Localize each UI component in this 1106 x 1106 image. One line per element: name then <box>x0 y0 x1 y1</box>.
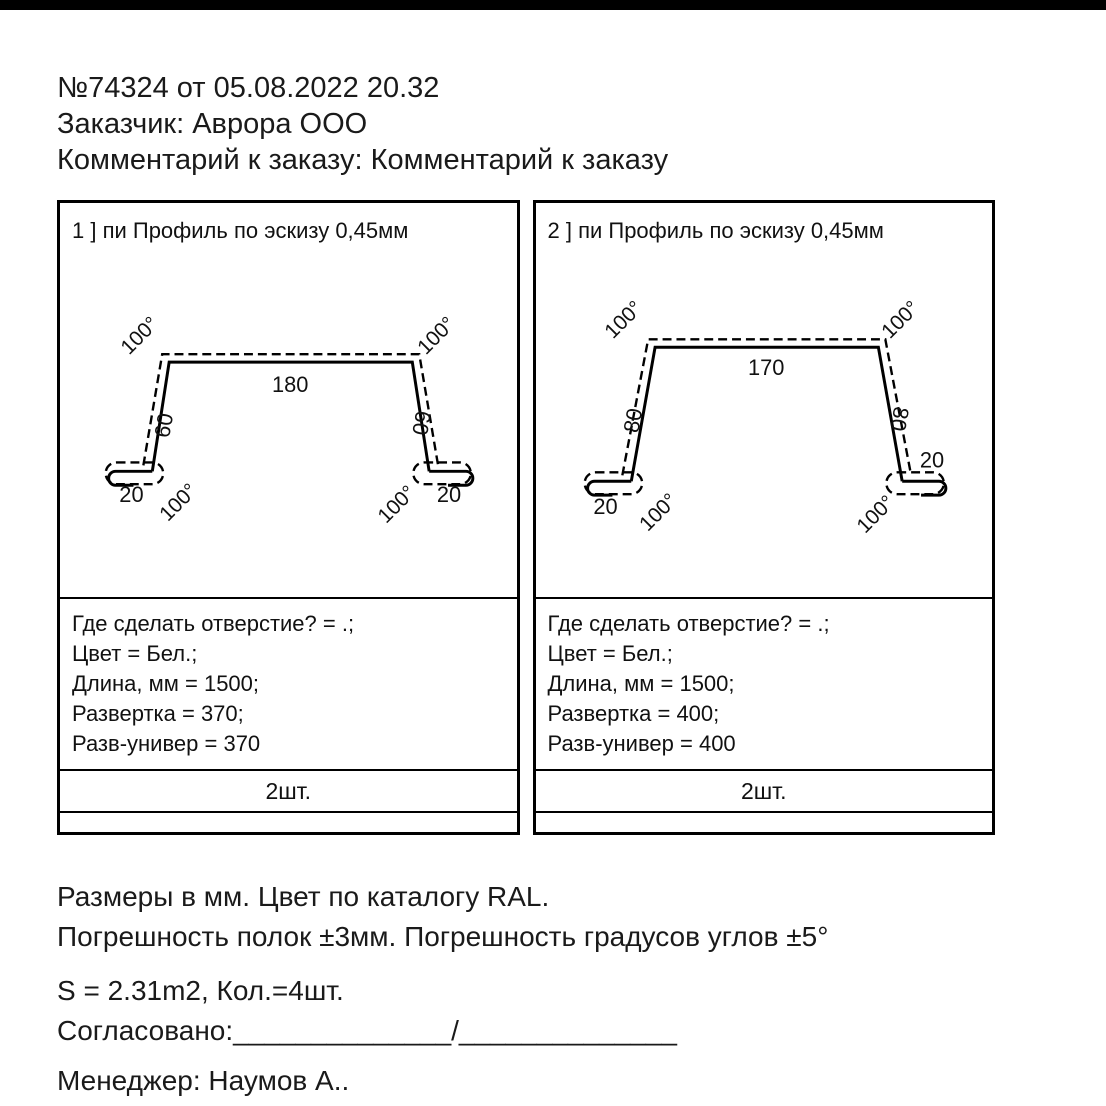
order-footer <box>57 877 1049 1101</box>
angle-bottom-left-label: 100° <box>155 479 202 526</box>
profile-1-specs <box>60 597 517 769</box>
spec-development-universal: Разв-универ = 370 <box>72 731 261 756</box>
angle-bottom-left-label: 100° <box>634 489 682 536</box>
angle-top-right-label: 100° <box>413 312 460 360</box>
spec-development: Развертка = 400; <box>547 701 720 726</box>
profile-card-1 <box>57 200 520 835</box>
spec-length: Длина, мм = 1500; <box>72 671 260 696</box>
right-flange-hem-outline <box>413 462 471 484</box>
profile-2-drawing <box>536 253 993 597</box>
order-comment-line: Комментарий к заказу: Комментарий к заказу <box>57 144 669 176</box>
right-flange-dim-label: 20 <box>919 447 944 473</box>
right-leg-dim-label: 60 <box>407 408 437 438</box>
profile-1-sketch <box>60 253 517 590</box>
left-flange-dim-label: 20 <box>592 493 618 519</box>
approval-signature-line: Согласовано:______________/______________ <box>57 1015 677 1046</box>
manager-line: Менеджер: Наумов А.. <box>57 1065 350 1096</box>
angle-top-left-label: 100° <box>599 296 647 344</box>
profile-2-title: 2 ] пи Профиль по эскизу 0,45мм <box>547 218 884 243</box>
left-flange-dim-label: 20 <box>119 482 144 508</box>
order-number-line: №74324 от 05.08.2022 20.32 <box>57 72 440 104</box>
profile-2-specs <box>536 597 993 769</box>
profile-1-footer-strip <box>60 811 517 832</box>
angle-bottom-right-label: 100° <box>373 481 421 528</box>
profile-1-drawing <box>60 253 517 597</box>
angle-top-left-label: 100° <box>116 312 164 360</box>
top-dim-label: 170 <box>747 355 784 381</box>
profile-cards <box>57 200 995 835</box>
right-flange-dim-label: 20 <box>436 482 462 508</box>
spec-hole: Где сделать отверстие? = .; <box>547 611 830 636</box>
spec-development-universal: Разв-универ = 400 <box>547 731 736 756</box>
angle-bottom-right-label: 100° <box>851 490 899 538</box>
right-leg-dim-label: 80 <box>884 404 914 434</box>
left-leg-dim-label: 60 <box>149 411 179 440</box>
profile-2-quantity: 2шт. <box>536 769 993 811</box>
left-leg-dim-label: 80 <box>617 406 647 435</box>
order-header <box>57 70 1049 178</box>
profile-1-title: 1 ] пи Профиль по эскизу 0,45мм <box>72 218 409 243</box>
tolerance-note-line: Погрешность полок ±3мм. Погрешность градусов углов ±5° <box>57 921 829 952</box>
spec-development: Развертка = 370; <box>72 701 244 726</box>
spec-hole: Где сделать отверстие? = .; <box>72 611 355 636</box>
profile-2-sketch <box>536 253 993 590</box>
dashed-outline <box>143 354 438 465</box>
top-dim-label: 180 <box>272 371 309 397</box>
spec-color: Цвет = Бел.; <box>547 641 673 666</box>
sizes-note-line: Размеры в мм. Цвет по каталогу RAL. <box>57 881 550 912</box>
profile-2-footer-strip <box>536 811 993 832</box>
spec-color: Цвет = Бел.; <box>72 641 198 666</box>
customer-line: Заказчик: Аврора ООО <box>57 108 368 140</box>
right-flange-hem-outline <box>886 472 944 494</box>
top-black-bar <box>0 0 1106 10</box>
area-quantity-line: S = 2.31m2, Кол.=4шт. <box>57 975 344 1006</box>
profile-1-quantity: 2шт. <box>60 769 517 811</box>
spec-length: Длина, мм = 1500; <box>547 671 735 696</box>
angle-top-right-label: 100° <box>876 296 924 344</box>
profile-card-2 <box>533 200 996 835</box>
